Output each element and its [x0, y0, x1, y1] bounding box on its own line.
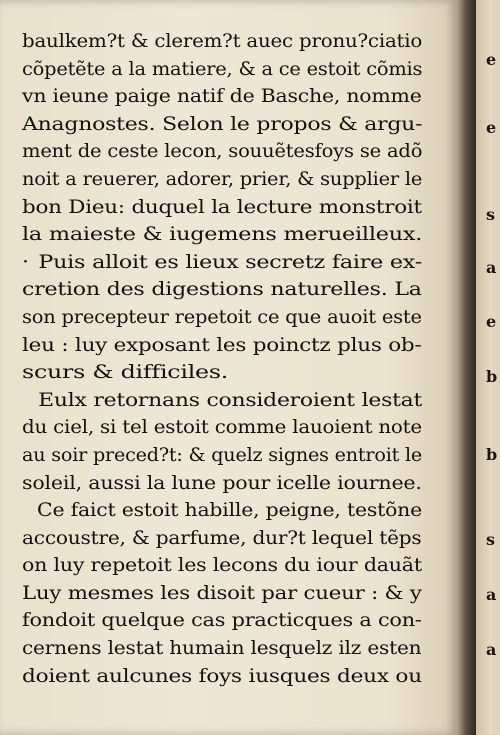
- next-page-fragment: a: [486, 640, 497, 659]
- text-line: vn ieune paige natif de Basche, nomme: [22, 85, 422, 108]
- text-line: noit a reuerer, adorer, prier, & supplier le: [22, 167, 423, 190]
- text-line: cõpetẽte a la matiere, & a ce estoit cõmis: [22, 57, 423, 80]
- next-page-fragment: b: [486, 367, 498, 386]
- next-page-fragment: b: [486, 445, 498, 464]
- text-line: au soir preced?t: & quelz signes entroit le: [22, 443, 423, 466]
- text-line: Luy mesmes les disoit par cueur : & y: [22, 581, 422, 604]
- text-line: doient aulcunes foys iusques deux ou: [22, 664, 422, 687]
- text-line: cretion des digestions naturelles. La: [22, 278, 422, 301]
- next-page-fragment: e: [486, 50, 497, 69]
- text-line: accoustre, & parfume, dur?t lequel tẽps: [22, 526, 422, 549]
- text-line: du ciel, si tel estoit comme lauoient note: [22, 416, 422, 439]
- text-line: fondoit quelque cas practicques a con-: [22, 609, 422, 632]
- next-page-fragment: a: [486, 585, 497, 604]
- text-line: bon Dieu: duquel la lecture monstroit: [22, 195, 422, 218]
- text-line: leu : luy exposant les poinctz plus ob-: [22, 333, 422, 356]
- next-page-fragment: s: [486, 530, 496, 549]
- text-line: la maieste & iugemens merueilleux.: [22, 223, 423, 246]
- text-line: on luy repetoit les lecons du iour dauãt: [22, 554, 422, 577]
- paragraph-start-line: Eulx retornans consideroient lestat: [38, 388, 423, 411]
- paragraph-start-line: Ce faict estoit habille, peigne, testõne: [37, 499, 422, 522]
- paragraph-start-line: · Puis alloit es lieux secretz faire ex-: [22, 249, 439, 277]
- text-line: cernens lestat humain lesquelz ilz esten: [22, 637, 422, 660]
- right-page-edge: [476, 0, 500, 735]
- next-page-fragment: e: [486, 118, 497, 137]
- page-text: [22, 28, 422, 690]
- text-line: baulkem?t & clerem?t auec pronu?ciatio: [22, 30, 423, 52]
- text-line: ment de ceste lecon, souuẽtesfoys se adõ: [22, 140, 423, 163]
- next-page-fragment: s: [486, 205, 496, 224]
- book-gutter: [458, 0, 476, 735]
- text-line: Anagnostes. Selon le propos & argu-: [22, 112, 423, 135]
- text-line: soleil, aussi la lune pour icelle iournee.: [22, 471, 422, 494]
- text-line: son precepteur repetoit ce que auoit este: [22, 305, 422, 328]
- text-line: scurs & difficiles.: [22, 361, 229, 384]
- next-page-fragment: a: [486, 258, 497, 277]
- next-page-fragment: e: [486, 312, 497, 331]
